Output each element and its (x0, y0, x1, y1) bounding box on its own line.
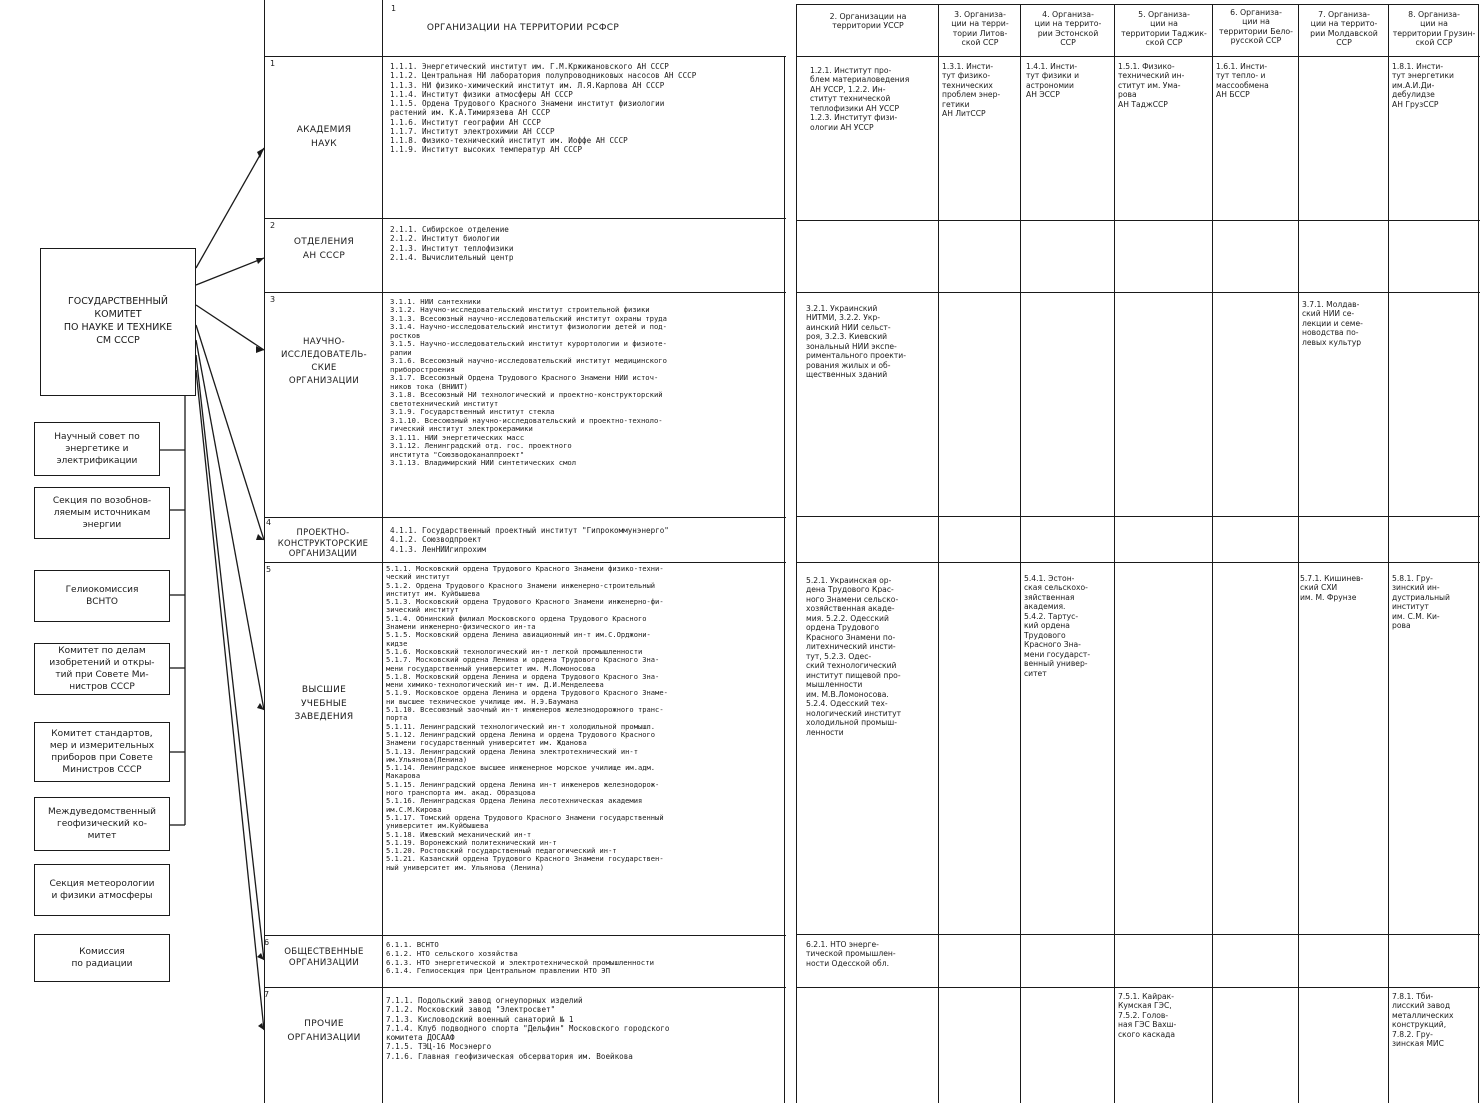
arrow-to-branches (196, 258, 264, 285)
cell-r1-est: 1.4.1. Инсти- тут физики и астрономии АН ЭССР (1026, 62, 1080, 100)
cell-r5-ukr: 5.2.1. Украинская ор- дена Трудового Крас- ного Знамени сельско- хозяйственная акаде- мия. 5.2.2. Одесский ордена Трудового Красного Знамени по- литехнический инсти- тут, 5.2.3. Одес- ский технологический институт пищевой про- мышленности им. М.В.Ломоносова. 5.2.4. Одесский тех- нологический институт холодильной промыш- ленности (806, 576, 902, 737)
cell-r3-mold: 3.7.1. Молдав- ский НИИ се- лекции и семе- новодства по- левых культур (1302, 300, 1363, 347)
row-number-4: 4 (266, 518, 272, 527)
row-divider (264, 517, 786, 518)
committee-box (40, 248, 196, 396)
row-items-public: 6.1.1. ВСНТО 6.1.2. НТО сельского хозяйства 6.1.3. НТО энергетической и электротехнической промышленности 6.1.4. Гелиосекция при Центральном правлении НТО ЭП (386, 941, 654, 976)
row-number-2: 2 (270, 221, 276, 230)
header-bel: 6. Организа- ции на территории Бело- русской ССР (1219, 8, 1293, 46)
header-lit: 3. Организа- ции на терри- тории Литов- ской ССР (951, 10, 1009, 48)
rsfsr-header-number: 1 (391, 4, 397, 13)
cell-r6-ukr: 6.2.1. НТО энерге- тической промышлен- ности Одесской обл. (806, 940, 896, 968)
cell-r5-est: 5.4.1. Эстон- ская сельскохо- зяйственная академия. 5.4.2. Тартус- кий ордена Трудового Красного Зна- мени государст- венный универ- ситет (1024, 574, 1091, 678)
row-items-design: 4.1.1. Государственный проектный институт "Гипрокоммунэнерго" 4.1.2. Союзводпроект 4.1.3. ЛенНИИгипрохим (390, 526, 669, 554)
cell-r1-tadzh: 1.5.1. Физико- технический ин- ститут им. Ума- рова АН ТаджССР (1118, 62, 1185, 109)
row-items-academy: 1.1.1. Энергетический институт им. Г.М.Кржижановского АН СССР 1.1.2. Центральная НИ лаборатория полупроводниковых насосов АН СССР 1.1.3. НИ физико-химический институт им. Л.Я.Карпова АН СССР 1.1.4. Институт физики атмосферы АН СССР 1.1.5. Ордена Трудового Красного Знамени институт физиологии растений им. К.А.Тимирязева АН СССР 1.1.6. Институт географии АН СССР 1.1.7. Институт электрохимии АН СССР 1.1.8. Физико-технический институт им. Иоффе АН СССР 1.1.9. Институт высоких температур АН СССР (390, 62, 697, 155)
cell-r5-gruz: 5.8.1. Гру- зинский ин- дустриальный институт им. С.М. Ки- рова (1392, 574, 1450, 631)
header-est: 4. Организа- ции на террито- рии Эстонской ССР (1034, 10, 1102, 48)
row-label-research: НАУЧНО- ИССЛЕДОВАТЕЛЬ- СКИЕ ОРГАНИЗАЦИИ (281, 337, 367, 386)
rsfsr-header-title: ОРГАНИЗАЦИИ НА ТЕРРИТОРИИ РСФСР (426, 23, 620, 33)
row-items-research: 3.1.1. НИИ сантехники 3.1.2. Научно-исследовательский институт строительной физики 3.1.3. Всесоюзный научно-исследовательский институт охраны труда 3.1.4. Научно-исследовательский институт физиологии детей и под- ростков 3.1.5. Научно-исследовательский институт курортологии и физиоте- рапии 3.1.6. Всесоюзный научно-исследовательский институт медицинского приборостроения 3.1.7. Всесоюзный Ордена Трудового Красного Знамени НИИ источ- ников тока (ВНИИТ) 3.1.8. Всесоюзный НИ технологический и проектно-конструкторский светотехнический институт 3.1.9. Государственный институт стекла 3.1.10. Всесоюзный научно-исследовательский и проектно-техноло- гический институт электрокерамики 3.1.11. НИИ энергетических масс 3.1.12. Ленинградский отд. гос. проектного института "Союзводоканалпроект" 3.1.13. Владимирский НИИ синтетических смол (390, 298, 667, 468)
header-gruz: 8. Организа- ции на территории Грузин- ской ССР (1392, 10, 1476, 48)
header-mold: 7. Организа- ции на террито- рии Молдавской ССР (1310, 10, 1378, 48)
row-label-design: ПРОЕКТНО- КОНСТРУКТОРСКИЕ ОРГАНИЗАЦИИ (277, 527, 369, 558)
row-number-5: 5 (266, 565, 272, 574)
arrow-to-academy (196, 148, 264, 268)
row-divider (264, 56, 382, 57)
committee-label: ГОСУДАРСТВЕННЫЙ КОМИТЕТ ПО НАУКЕ И ТЕХНИКЕ СМ СССР (63, 296, 173, 346)
cell-r1-gruz: 1.8.1. Инсти- тут энергетики им.А.И.Ди- дебулидзе АН ГрузССР (1392, 62, 1454, 109)
cell-r3-ukr: 3.2.1. Украинский НИТМИ, 3.2.2. Укр- аинский НИИ сельст- роя, 3.2.3. Киевский зональный НИИ экспе- риментального проекти- рования жилых и об- щественных зданий (806, 304, 906, 380)
cell-r7-tadzh: 7.5.1. Кайрак- Кумская ГЭС, 7.5.2. Голов- ная ГЭС Вахш- ского каскада (1118, 992, 1177, 1039)
side-box-renewables-section: Секция по возобнов- ляемым источникам энергии (34, 487, 170, 539)
arrow-to-other (196, 370, 264, 1030)
row-number-7: 7 (264, 990, 270, 999)
side-box-standards-committee: Комитет стандартов, мер и измерительных приборов при Совете Министров СССР (34, 722, 170, 782)
side-box-inventions-committee: Комитет по делам изобретений и откры- тий при Совете Ми- нистров СССР (34, 643, 170, 695)
cell-r1-lit: 1.3.1. Инсти- тут физико- технических проблем энер- гетики АН ЛитССР (942, 62, 1001, 119)
row-label-other: ПРОЧИЕ ОРГАНИЗАЦИИ (287, 1019, 361, 1043)
row-label-public: ОБЩЕСТВЕННЫЕ ОРГАНИЗАЦИИ (284, 947, 364, 969)
row-number-3: 3 (270, 295, 276, 304)
arrow-to-research (196, 305, 264, 350)
row-items-higher-education: 5.1.1. Московский ордена Трудового Красного Знамени физико-техни- ческий институт 5.1.2. Ордена Трудового Красного Знамени инженерно-строительный институт им. Куйбышева 5.1.3. Московский ордена Трудового Красного Знамени инженерно-фи- зический институт 5.1.4. Обнинский филиал Московского ордена Трудового Красного Знамени инженерно-физического ин-та 5.1.5. Московский ордена Ленина авиационный ин-т им.С.Орджони- кидзе 5.1.6. Московский технологический ин-т легкой промышленности 5.1.7. Московский ордена Ленина и ордена Трудового Красного Зна- мени государственный университет им. М.Ломоносова 5.1.8. Московский ордена Ленина и ордена Трудового Красного Зна- мени химико-технологический ин-т им. Д.И.Менделеева 5.1.9. Московское ордена Ленина и ордена Трудового Красного Знаме- ни высшее техническое училище им. Н.Э.Баумана 5.1.10. Всесоюзный заочный ин-т инженеров железнодорожного транс- порта 5.1.11. Ленинградский технологический ин-т холодильной промышл. 5.1.12. Ленинградский ордена Ленина и ордена Трудового Красного Знамени государственный университет им. Жданова 5.1.13. Ленинградский ордена Ленина электротехнический ин-т им.Ульянова(Ленина) 5.1.14. Ленинградское высшее инженерное морское училище им.адм. Макарова 5.1.15. Ленинградский ордена Ленина ин-т инженеров железнодорож- ного транспорта им. акад. Образцова 5.1.16. Ленинградская Ордена Ленина лесотехническая академия им.С.М.Кирова 5.1.17. Томский ордена Трудового Красного Знамени государственный университет им.Куйбышева 5.1.18. Ижевский механический ин-т 5.1.19. Воронежский политехнический ин-т 5.1.20. Ростовский государственный педагогический ин-т 5.1.21. Казанский ордена Трудового Красного Знамени государствен- ный университет им. Ульянова (Ленина) (386, 565, 668, 872)
cell-r7-gruz: 7.8.1. Тби- лисский завод металлических конструкций, 7.8.2. Гру- зинская МИС (1392, 992, 1454, 1049)
arrow-to-design (196, 325, 264, 540)
side-box-radiation-commission: Комиссия по радиации (34, 934, 170, 982)
row-divider (264, 935, 786, 936)
side-box-meteorology-section: Секция метеорологии и физики атмосферы (34, 864, 170, 916)
row-number-1: 1 (270, 59, 276, 68)
row-label-academy: АКАДЕМИЯ НАУК (296, 125, 352, 149)
side-box-geophysics-committee: Междуведомственный геофизический ко- митет (34, 797, 170, 851)
rsfsr-header-cell (382, 0, 786, 57)
side-box-helio-commission: Гелиокомиссия ВСНТО (34, 570, 170, 622)
row-divider (264, 218, 786, 219)
row-number-6: 6 (264, 938, 270, 947)
row-items-branches: 2.1.1. Сибирское отделение 2.1.2. Институт биологии 2.1.3. Институт теплофизики 2.1.4. Вычислительный центр (390, 225, 514, 262)
header-ukr: 2. Организации на территории УССР (829, 12, 907, 31)
row-label-branches: ОТДЕЛЕНИЯ АН СССР (293, 237, 355, 261)
side-box-energy-council: Научный совет по энергетике и электрификации (34, 422, 160, 476)
row-divider (264, 987, 786, 988)
cell-r5-mold: 5.7.1. Кишинев- ский СХИ им. М. Фрунзе (1300, 574, 1364, 602)
header-tadzh: 5. Организа- ции на территории Таджик- ской ССР (1121, 10, 1207, 48)
row-items-other: 7.1.1. Подольский завод огнеупорных изделий 7.1.2. Московский завод "Электросвет" 7.1.3. Кисловодский военный санаторий № 1 7.1.4. Клуб подводного спорта "Дельфин" Московского городского комитета ДОСААФ 7.1.5. ТЭЦ-16 Мосэнерго 7.1.6. Главная геофизическая обсерватория им. Воейкова (386, 996, 670, 1061)
row-divider (264, 562, 786, 563)
row-divider (264, 292, 786, 293)
cell-r1-ukr: 1.2.1. Институт про- блем материаловедения АН УССР, 1.2.2. Ин- ститут технической теплофизики АН УССР 1.2.3. Институт физи- ологии АН УССР (810, 66, 910, 132)
cell-r1-bel: 1.6.1. Инсти- тут тепло- и массообмена АН БССР (1216, 62, 1269, 100)
row-label-higher-education: ВЫСШИЕ УЧЕБНЫЕ ЗАВЕДЕНИЯ (294, 685, 354, 722)
